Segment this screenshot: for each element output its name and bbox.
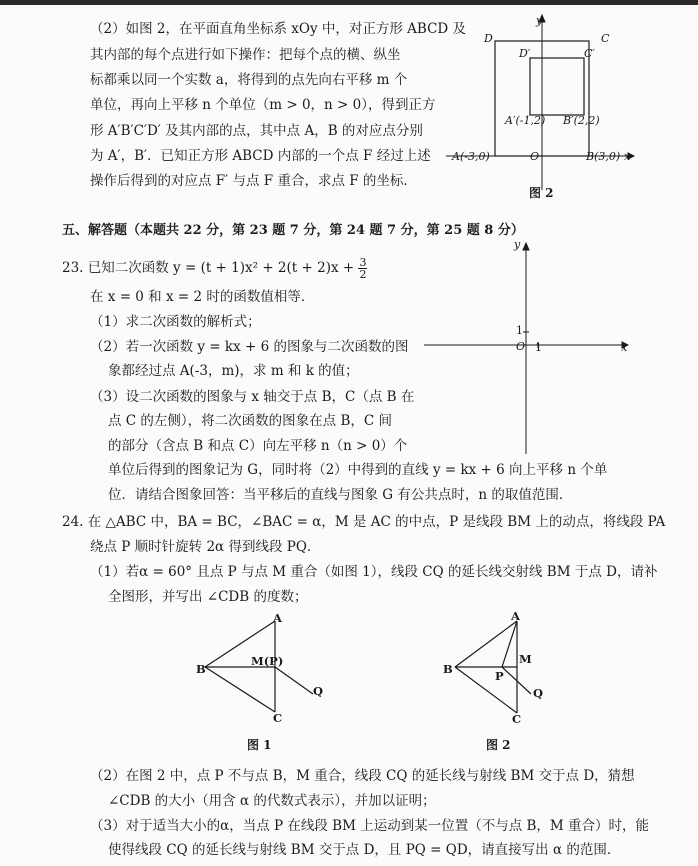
q24-part-1b: 全图形，并写出 ∠CDB 的度数； — [108, 589, 308, 605]
q23-part-3d: 单位后得到的图象记为 G，同时将（2）中得到的直线 y = kx + 6 向上平移 n 个单 — [108, 462, 608, 478]
q24-part-2b: ∠CDB 的大小（用含 α 的代数式表示），并加以证明； — [108, 793, 436, 809]
fig1-caption: 图 1 — [247, 738, 272, 752]
q23-part-3b: 点 C 的左侧），将二次函数的图象在点 B，C 间 — [108, 413, 392, 429]
q23-line-1: 在 x = 0 和 x = 2 时的函数值相等． — [90, 289, 315, 305]
fig2-a-prime-label: A′(-1,2) — [505, 114, 546, 127]
fig2-tri-p-label: P — [495, 669, 504, 683]
fig2-tri-b-label: B — [443, 662, 453, 676]
q22-figure-2 — [440, 10, 690, 190]
q23-part-2a: （2）若一次函数 y = kx + 6 的图象与二次函数的图 — [90, 339, 409, 355]
q23-stem-text: 23. 已知二次函数 y = (t + 1)x² + 2(t + 2)x + — [62, 260, 355, 276]
q23-y-axis-arrow — [523, 243, 529, 250]
fig2-tri-q-label: Q — [533, 686, 544, 700]
q23-y-one-label: 1 — [516, 324, 523, 337]
q23-origin-label: O — [516, 340, 526, 353]
q23-part-3e: 位．请结合图象回答：当平移后的直线与图象 G 有公共点时，n 的取值范围． — [108, 487, 573, 503]
square-a-prime-b-prime-c-prime-d-prime — [530, 58, 584, 115]
q23-part-2b: 象都经过点 A(-3，m)，求 m 和 k 的值； — [108, 363, 359, 379]
q23-x-label: x — [621, 341, 628, 354]
fig2-tri-a-label: A — [511, 609, 520, 623]
q23-part-3c: 的部分（含点 B 和点 C）向左平移 n（n > 0）个 — [108, 438, 408, 454]
fig2-b-prime-label: B′(2,2) — [563, 114, 600, 127]
q23-x-one-label: 1 — [535, 341, 542, 354]
fig2-segment-pa — [502, 621, 517, 667]
q22-line-2: 其内部的每个点进行如下操作：把每个点的横、纵坐 — [90, 47, 401, 63]
fig1-c-label: C — [273, 711, 283, 725]
q24-part-1a: （1）若α = 60° 且点 P 与点 M 重合（如图 1），线段 CQ 的延长线交射线 BM 于点 D，请补 — [90, 564, 658, 580]
fig2-c-prime-label: C′ — [584, 47, 595, 60]
q23-fraction — [358, 257, 367, 280]
fig2-tri-c-label: C — [512, 712, 522, 726]
fig2-segment-ba — [455, 621, 517, 667]
q24-part-3b: 使得线段 CQ 的延长线与射线 BM 交于点 D，且 PQ = QD，请直接写出 α 的范围． — [108, 842, 621, 858]
fig2-caption: 图 2 — [529, 186, 554, 200]
q23-fraction-numerator: 3 — [359, 256, 367, 269]
fig2-b-label: B(3,0) — [586, 150, 621, 163]
q22-line-1: （2）如图 2，在平面直角坐标系 xOy 中，对正方形 ABCD 及 — [90, 21, 467, 37]
q23-fraction-denominator: 2 — [359, 268, 367, 281]
page-top-edge — [0, 0, 698, 5]
fig1-q-label: Q — [313, 684, 324, 698]
q22-line-7: 操作后得到的对应点 F′ 与点 F 重合，求点 F 的坐标． — [90, 173, 417, 189]
q23-part-1: （1）求二次函数的解析式； — [90, 314, 261, 330]
q24-part-2a: （2）在图 2 中，点 P 不与点 B，M 重合，线段 CQ 的延长线与射线 BM 交于点 D，猜想 — [90, 768, 635, 784]
fig1-mp-label: M(P) — [251, 654, 284, 668]
q23-stem — [62, 257, 367, 280]
fig1-segment-bc — [205, 667, 275, 712]
q22-line-4: 单位，再向上平移 n 个单位（m > 0，n > 0），得到正方 — [90, 97, 436, 113]
section-5-title: 五、解答题（本题共 22 分，第 23 题 7 分，第 24 题 7 分，第 25 题 8 分） — [62, 223, 524, 238]
fig2-d-prime-label: D′ — [519, 47, 531, 60]
q22-line-6: 为 A′，B′．已知正方形 ABCD 内部的一个点 F 经过上述 — [90, 148, 431, 164]
q24-part-3a: （3）对于适当大小的α，当点 P 在线段 BM 上运动到某一位置（不与点 B，M 重合）时，能 — [90, 818, 650, 834]
q22-line-5: 形 A′B′C′D′ 及其内部的点，其中点 A，B 的对应点分别 — [90, 123, 423, 139]
fig2-segment-bc — [455, 667, 517, 713]
fig2-origin-label: O — [530, 150, 540, 163]
fig2-y-label: y — [536, 14, 543, 27]
fig1-b-label: B — [196, 662, 206, 676]
fig2-a-label: A(-3,0) — [452, 150, 490, 163]
fig2-tri-m-label: M — [519, 652, 532, 666]
q23-y-label: y — [514, 238, 521, 251]
fig2-x-label: x — [624, 150, 631, 163]
q24-stem-2: 绕点 P 顺时针旋转 2α 得到线段 PQ． — [90, 539, 321, 555]
fig2-tri-caption: 图 2 — [486, 738, 511, 752]
fig2-c-label: C — [601, 32, 610, 45]
fig1-a-label: A — [273, 611, 282, 625]
fig2-d-label: D — [484, 32, 493, 45]
q24-stem-1: 24. 在 △ABC 中，BA = BC，∠BAC = α，M 是 AC 的中点，P 是线段 BM 上的动点，将线段 PA — [62, 514, 666, 530]
q23-axes — [420, 236, 640, 456]
fig1-segment-pq — [275, 667, 313, 694]
q22-line-3: 标都乘以同一个实数 a，将得到的点先向右平移 m 个 — [90, 72, 408, 88]
q23-part-3a: （3）设二次函数的图象与 x 轴交于点 B，C（点 B 在 — [90, 389, 415, 405]
